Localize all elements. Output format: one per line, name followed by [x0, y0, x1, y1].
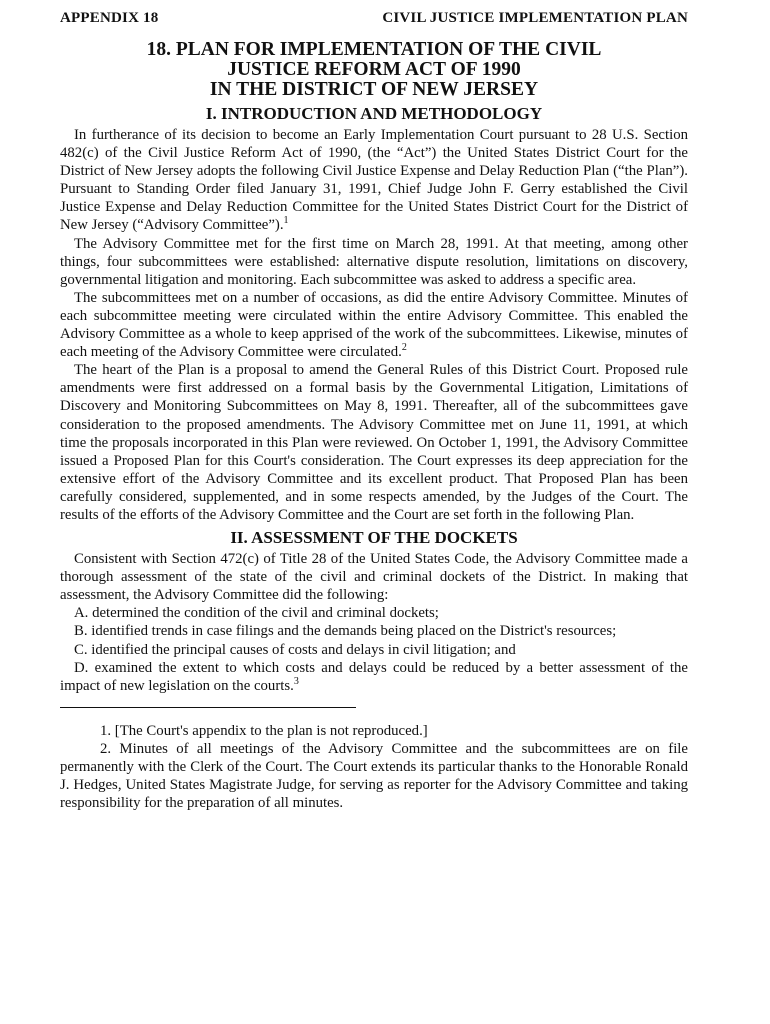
running-header — [60, 10, 688, 30]
section-heading-assessment: II. ASSESSMENT OF THE DOCKETS — [230, 528, 518, 548]
assessment-paragraph-1: Consistent with Section 472(c) of Title 28 of the United States Code, the Advisory Committee made a thorough assessment of the state of the civil and criminal dockets of the District. In making that assessment, the Advisory Committee did the following: — [60, 551, 688, 604]
header-appendix-label: APPENDIX 18 — [60, 10, 159, 26]
section-heading-introduction: I. INTRODUCTION AND METHODOLOGY — [205, 104, 543, 123]
footnote-ref-2: 2 — [401, 342, 407, 354]
intro-paragraph-3 — [60, 289, 688, 361]
page-title — [60, 40, 688, 100]
intro-paragraph-1 — [60, 126, 688, 235]
assessment-item-d — [60, 659, 688, 695]
footnote-1: 1. [The Court's appendix to the plan is not reproduced.] — [100, 722, 428, 739]
intro-paragraph-4: The heart of the Plan is a proposal to amend the General Rules of this District Court. Proposed rule amendments were first addressed on a formal basis by the Governmental Litigation, Limitations of Discovery and Monitoring Subcommittees on May 8, 1991. Thereafter, all of the subcommittees gave consideration to the proposed amendments. The Advisory Committee met on June 11, 1991, at which time the proposals incorporated in this Plan were reviewed. On October 1, 1991, the Advisory Committee issued a Proposed Plan for this Court's consideration. The Court expresses its deep appreciation for the extensive effort of the Advisory Committee and its excellent product. That Proposed Plan has been carefully considered, supplemented, and in some respects amended, by the Judges of the Court. The results of the efforts of the Advisory Committee and the Court are set forth in the following Plan. — [60, 362, 688, 523]
intro-paragraph-3-text: The subcommittees met on a number of occasions, as did the entire Advisory Committee. Minutes of each subcommittee meeting were circulated within the entire Advisory Committee. This enabled the Advisory Committee as a whole to keep apprised of the work of the subcommittees. Likewise, minutes of each meeting of the Advisory Committee were circulated. — [60, 289, 688, 361]
footnote-ref-1: 1 — [283, 215, 289, 227]
assessment-item-a: A. determined the condition of the civil and criminal dockets; — [74, 605, 439, 622]
assessment-item-b: B. identified trends in case filings and the demands being placed on the District's resources; — [74, 623, 617, 640]
assessment-item-d-text: D. examined the extent to which costs and delays could be reduced by a better assessment of the impact of new legislation on the courts. — [60, 659, 688, 694]
title-line-3: IN THE DISTRICT OF NEW JERSEY — [209, 79, 539, 100]
document-page — [60, 0, 688, 812]
title-line-1: 18. PLAN FOR IMPLEMENTATION OF THE CIVIL — [146, 39, 602, 60]
assessment-item-c: C. identified the principal causes of costs and delays in civil litigation; and — [74, 641, 516, 658]
title-line-2: JUSTICE REFORM ACT OF 1990 — [227, 59, 521, 80]
intro-paragraph-2: The Advisory Committee met for the first time on March 28, 1991. At that meeting, among other things, four subcommittees were established: alternative dispute resolution, limitations on discovery, governmental litigation and monitoring. Each subcommittee was asked to address a specific area. — [60, 235, 688, 288]
footnote-2: 2. Minutes of all meetings of the Advisory Committee and the subcommittees are on file permanently with the Clerk of the Court. The Court extends its particular thanks to the Honorable Ronald J. Hedges, United States Magistrate Judge, for serving as reporter for the Advisory Committee and taking responsibility for the preparation of all minutes. — [60, 740, 688, 812]
intro-paragraph-1-text: In furtherance of its decision to become an Early Implementation Court pursuant to 28 U.S. Section 482(c) of the Civil Justice Reform Act of 1990, (the “Act”) the United States District Court for the District of New Jersey adopts the following Civil Justice Expense and Delay Reduction Plan (“the Plan”). Pursuant to Standing Order filed January 31, 1991, Chief Judge John F. Gerry established the Civil Justice Expense and Delay Reduction Committee for the United States District Court for the District of New Jersey (“Advisory Committee”). — [60, 127, 688, 234]
footnote-ref-3: 3 — [293, 675, 299, 687]
header-plan-title: CIVIL JUSTICE IMPLEMENTATION PLAN — [382, 10, 688, 26]
footnote-divider — [60, 707, 356, 708]
